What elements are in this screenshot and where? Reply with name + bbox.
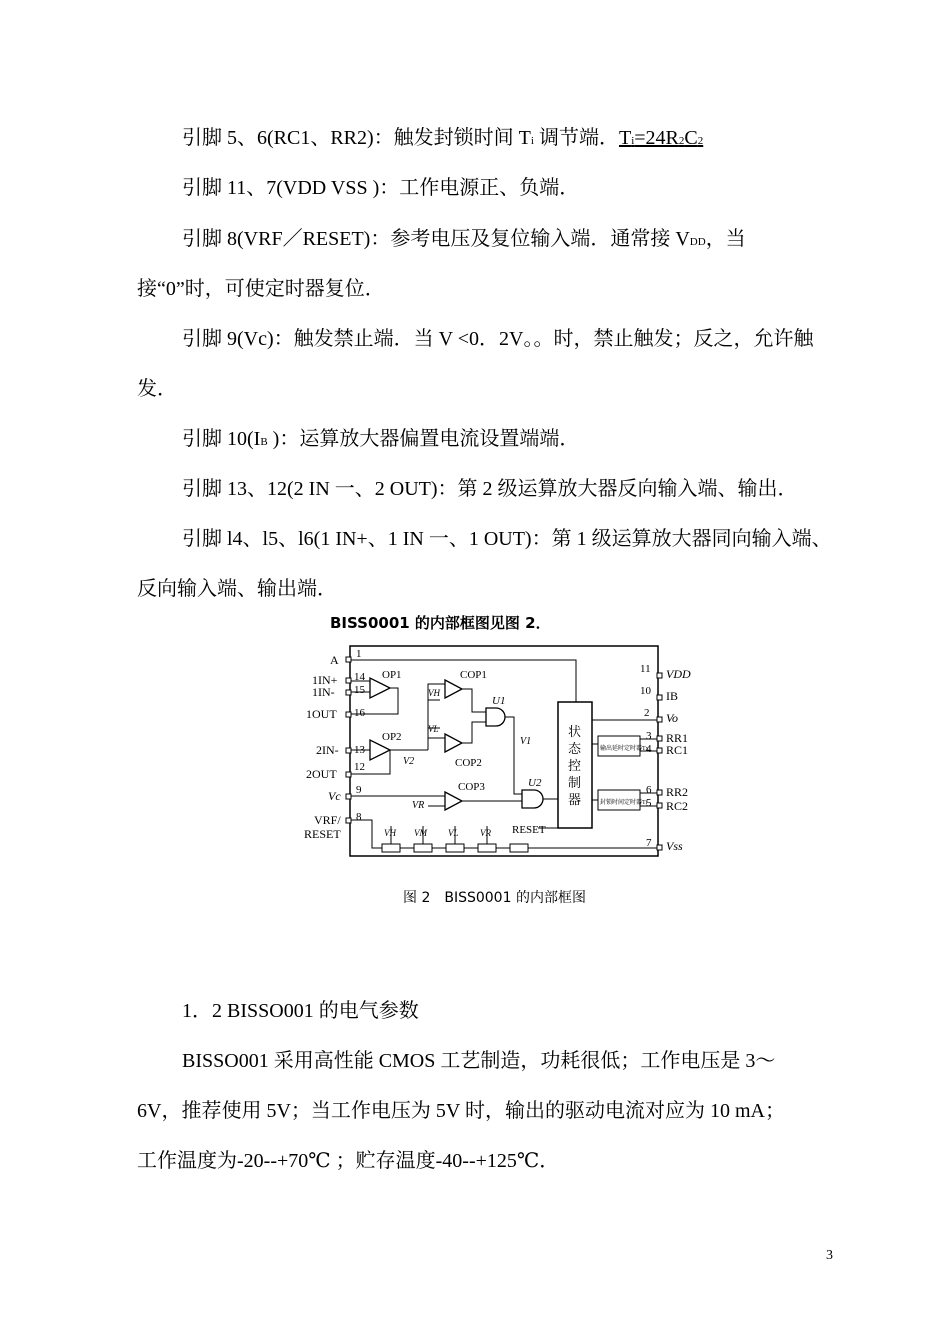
paragraph-pin-14-15-16-line2: 反向输入端、输出端．	[137, 578, 337, 600]
pin-label-ib: IB	[666, 689, 678, 703]
pin-number-11: 11	[640, 663, 651, 675]
paragraph-pin-14-15-16-line1: 引脚 l4、l5、l6(1 IN+、1 IN 一、1 OUT)：第 1 级运算放大器同向输入端、	[182, 528, 832, 550]
text: 引脚 10(I	[182, 428, 261, 450]
ladder-vr: VR	[480, 828, 491, 838]
pin-number-5: 5	[646, 797, 652, 809]
pin-label-vss: Vss	[666, 839, 683, 853]
pin-label-vrf: VRF/	[314, 813, 341, 827]
text: ，当	[705, 228, 746, 250]
pin-number-9: 9	[356, 784, 362, 796]
resistor-4	[478, 844, 496, 852]
ladder-reset-label: RESET	[512, 824, 546, 836]
vl-label: VL	[428, 724, 439, 734]
figure-intro-caption: BISS0001 的内部框图见图 2．	[330, 614, 551, 632]
resistor-5	[510, 844, 528, 852]
op1-amplifier	[370, 678, 390, 698]
pin-label-a: A	[330, 653, 339, 667]
pin-label-2out: 2OUT	[306, 767, 337, 781]
paragraph-pin-11-7: 引脚 11、7(VDD VSS )：工作电源正、负端．	[182, 177, 580, 199]
pin-number-13: 13	[354, 744, 365, 756]
paragraph-pin-9-line1: 引脚 9(Vc)：触发禁止端．当 V <0．2V。。时，禁止触发；反之，允许触	[182, 328, 814, 350]
section-body-line2: 6V，推荐使用 5V；当工作电压为 5V 时，输出的驱动电流对应为 10 mA；	[137, 1100, 785, 1122]
state-ctrl-char-5: 器	[568, 792, 582, 807]
pin-label-rc2: RC2	[666, 799, 689, 813]
u2-label: U2	[528, 777, 542, 789]
pin-number-15: 15	[354, 684, 365, 696]
subscript: 2	[697, 135, 704, 147]
cop1-comparator	[445, 680, 462, 698]
pin-number-12: 12	[354, 761, 365, 773]
text: =24R	[634, 127, 679, 149]
paragraph-pin-8-line1	[182, 227, 746, 254]
pin-label-rr2: RR2	[666, 785, 689, 799]
pin-number-14: 14	[354, 671, 365, 683]
vr-label: VR	[412, 800, 425, 811]
state-ctrl-char-3: 控	[568, 758, 582, 773]
pin-number-8: 8	[356, 811, 362, 823]
section-body-line3: 工作温度为-20--+70℃ ；贮存温度-40--+125℃．	[137, 1150, 560, 1172]
op2-amplifier	[370, 740, 390, 760]
paragraph-pin-8-line2: 接“0”时，可使定时器复位．	[137, 278, 385, 300]
pin-number-3: 3	[646, 730, 652, 742]
paragraph-pin-10	[182, 427, 579, 454]
block-diagram	[300, 640, 695, 865]
u1-label: U1	[492, 695, 506, 707]
timer1-label: 输出延时定时器Tx	[600, 746, 649, 752]
pin-number-4: 4	[646, 743, 652, 755]
pin-number-2: 2	[644, 707, 650, 719]
pin-number-16: 16	[354, 707, 365, 719]
text: 引脚 8(VRF／RESET)：参考电压及复位输入端．通常接 V	[182, 228, 690, 250]
subscript: i	[530, 135, 534, 147]
pin-number-1: 1	[356, 648, 362, 660]
cop1-label: COP1	[460, 669, 487, 681]
timer2-label: 封锁时间定时器Ti	[600, 800, 648, 806]
ladder-vm: VM	[414, 828, 427, 838]
v1-label: V1	[520, 736, 532, 747]
cop2-label: COP2	[455, 757, 482, 769]
page-number: 3	[826, 1248, 833, 1263]
formula	[619, 127, 703, 149]
pin-number-10: 10	[640, 685, 651, 697]
subscript: 2	[678, 135, 685, 147]
state-ctrl-char-4: 制	[568, 775, 582, 790]
section-body-line1: BISSO001 采用高性能 CMOS 工艺制造，功耗很低；工作电压是 3～	[182, 1050, 776, 1072]
state-ctrl-char-2: 态	[568, 741, 582, 756]
pin-label-vdd: VDD	[666, 667, 691, 681]
resistor-2	[414, 844, 432, 852]
u1-and-gate	[486, 708, 505, 726]
subscript: DD	[689, 236, 706, 248]
resistor-3	[446, 844, 464, 852]
pin-number-6: 6	[646, 784, 652, 796]
op1-label: OP1	[382, 669, 402, 681]
subscript: i	[631, 135, 635, 147]
text: C	[684, 127, 698, 149]
pin-label-rc1: RC1	[666, 743, 689, 757]
cop2-comparator	[445, 734, 462, 752]
figure-caption: 图 2 BISS0001 的内部框图	[403, 890, 586, 906]
pin-label-vo: Vo	[666, 711, 678, 725]
subscript: B	[260, 436, 268, 448]
vh-label: VH	[428, 688, 440, 698]
cop3-label: COP3	[458, 781, 485, 793]
text: )：运算放大器偏置电流设置端端．	[267, 428, 580, 450]
pin-label-vc: Vc	[328, 789, 341, 803]
resistor-1	[382, 844, 400, 852]
pin-label-reset: RESET	[304, 827, 341, 841]
state-ctrl-char-1: 状	[568, 724, 582, 739]
text: 调节端．	[533, 127, 619, 149]
pin-label-2in: 2IN-	[316, 743, 339, 757]
u2-and-gate	[522, 790, 543, 808]
cop3-comparator	[445, 792, 462, 810]
text: 引脚 5、6(RC1、RR2)：触发封锁时间 T	[182, 127, 531, 149]
pin-label-1out: 1OUT	[306, 707, 337, 721]
text: T	[618, 127, 632, 149]
pin-label-rr1: RR1	[666, 731, 689, 745]
ladder-vh: VH	[384, 828, 396, 838]
pin-number-7: 7	[646, 837, 652, 849]
v2-label: V2	[403, 756, 415, 767]
op2-label: OP2	[382, 731, 402, 743]
pin-label-1in-minus: 1IN-	[312, 685, 335, 699]
section-heading: 1．2 BISSO001 的电气参数	[182, 1000, 419, 1022]
pin-label-1in-plus: 1IN+	[312, 673, 338, 687]
ladder-vl: VL	[448, 828, 459, 838]
paragraph-pin-13-12: 引脚 13、12(2 IN 一、2 OUT)：第 2 级运算放大器反向输入端、输出．	[182, 478, 798, 500]
paragraph-pin-5-6	[182, 126, 703, 153]
paragraph-pin-9-line2: 发．	[137, 378, 177, 400]
